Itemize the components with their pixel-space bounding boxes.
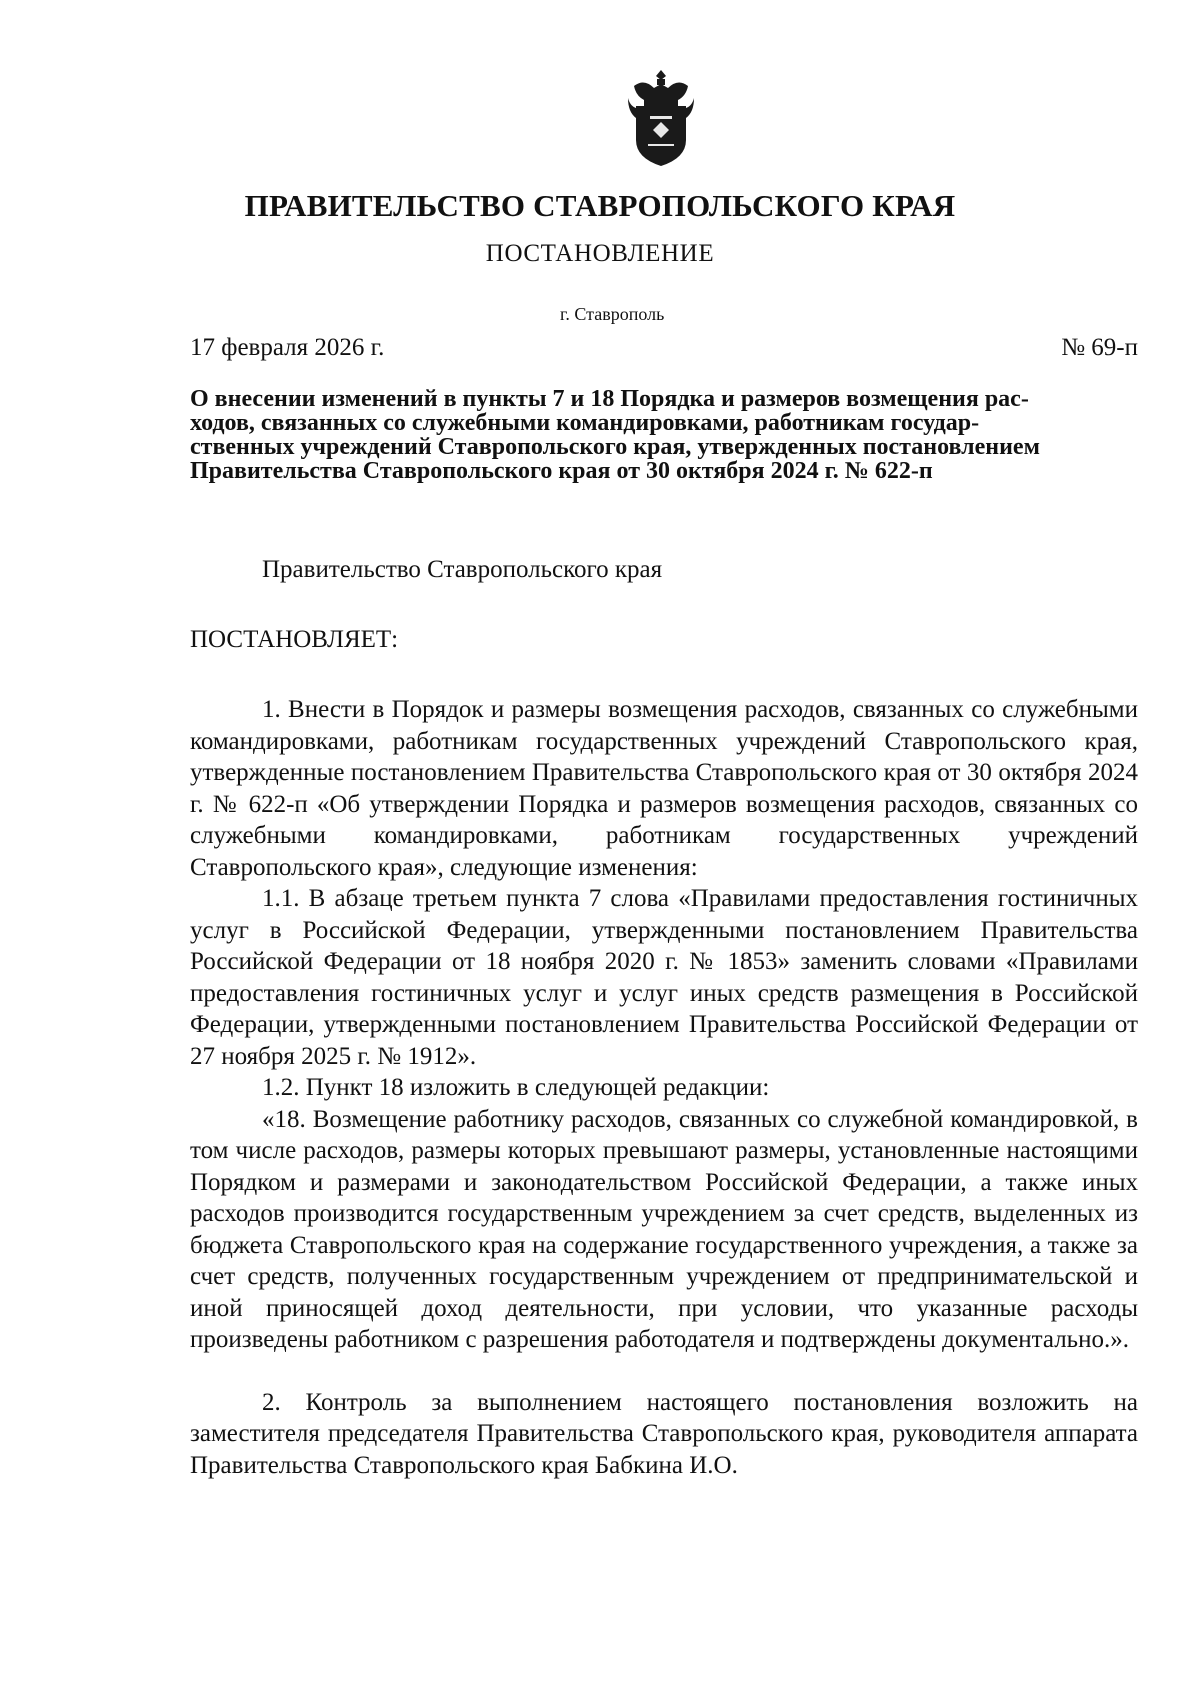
organization-title: ПРАВИТЕЛЬСТВО СТАВРОПОЛЬСКОГО КРАЯ [244, 188, 956, 223]
paragraph-1-1: 1.1. В абзаце третьем пункта 7 слова «Правилами предоставления гостиничных услуг в Российской Федерации, утвержденными постановлением Правительства Российской Федерации от 18 ноября 2020 г. № 1853» заменить словами «Правилами предоставления гостиничных услуг и услуг иных средств размещения в Российской Федерации, утвержденными постановлением Правительства Российской Федерации от 27 ноября 2025 г. № 1912». [190, 885, 1138, 1070]
paragraph-2: 2. Контроль за выполнением настоящего постановления возложить на заместителя председателя Правительства Ставропольского края, руководителя аппарата Правительства Ставропольского края Бабкина И.О. [190, 1388, 1138, 1479]
document-body [190, 694, 1138, 1481]
document-subject [190, 387, 1138, 483]
paragraph-1: 1. Внести в Порядок и размеры возмещения расходов, связанных со служебными командировками, работникам государственных учреждений Ставропольского края, утвержденные постановлением Правительства Ставропольского края от 30 октября 2024 г. № 622-п «Об утверждении Порядка и размеров возмещения расходов, связанных со служебными командировками, работникам государственных учреждений Ставропольского края», следующие изменения: [190, 696, 1138, 881]
document-type: ПОСТАНОВЛЕНИЕ [485, 240, 715, 267]
subject-line: Правительства Ставропольского края от 30 октября 2024 г. № 622-п [190, 458, 933, 484]
city: г. Ставрополь [560, 304, 665, 324]
paragraph-1-2: 1.2. Пункт 18 изложить в следующей редакции: [262, 1074, 770, 1101]
stavropol-coat-of-arms-icon [626, 68, 696, 168]
subject-line: О внесении изменений в пункты 7 и 18 Порядка и размеров возмещения рас- [190, 386, 1029, 412]
document-number: № 69-п [1061, 334, 1138, 361]
preamble-decrees: ПОСТАНОВЛЯЕТ: [190, 626, 399, 653]
document-date: 17 февраля 2026 г. [190, 334, 385, 361]
preamble-government: Правительство Ставропольского края [262, 556, 663, 583]
paragraph-18-quote: «18. Возмещение работнику расходов, связанных со служебной командировкой, в том числе расходов, размеры которых превышают размеры, установленные настоящими Порядком и размерами и законодательством Российской Федерации, а также иных расходов производится государственным учреждением за счет средств, выделенных из бюджета Ставропольского края на содержание государственного учреждения, а также за счет средств, полученных государственным учреждением от предпринимательской и иной приносящей доход деятельности, при условии, что указанные расходы произведены работником с разрешения работодателя и подтверждены документально.». [190, 1105, 1138, 1353]
subject-line: ственных учреждений Ставропольского края, утвержденных постановлением [190, 434, 1040, 460]
subject-line: ходов, связанных со служебными командировками, работникам государ- [190, 410, 980, 436]
